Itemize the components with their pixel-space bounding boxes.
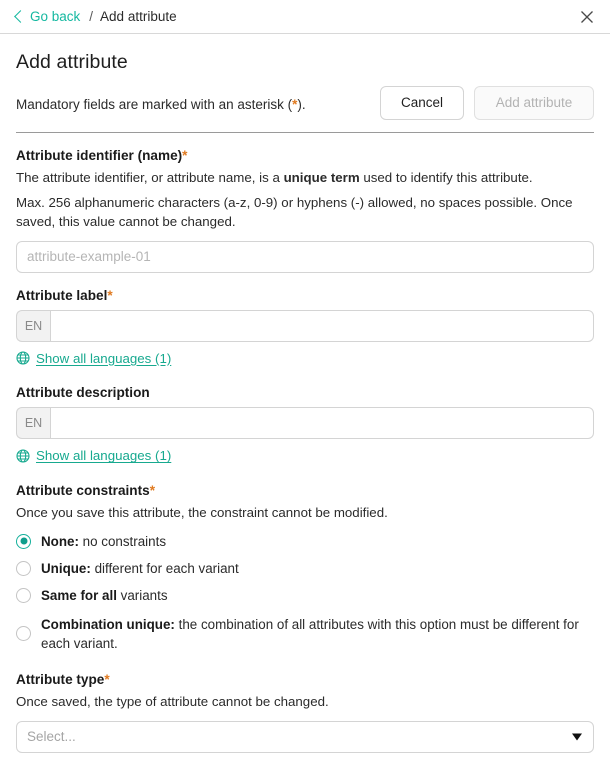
page-subheader-row bbox=[16, 86, 594, 120]
attribute-type-select-value: Select... bbox=[27, 729, 76, 745]
radio-label-strong: Same for all bbox=[41, 587, 117, 603]
label-text: Attribute label bbox=[16, 287, 108, 303]
radio-label-same-for-all bbox=[41, 586, 168, 605]
mandatory-note-pre: Mandatory fields are marked with an asterisk ( bbox=[16, 97, 293, 112]
radio-label-strong: Unique: bbox=[41, 560, 91, 576]
radio-label-combination-unique bbox=[41, 615, 594, 653]
field-help-identifier-2: Max. 256 alphanumeric characters (a-z, 0-9) or hyphens (-) allowed, no spaces possible. Once saved, this value cannot be changed. bbox=[16, 195, 573, 229]
mandatory-note-post: ). bbox=[297, 97, 306, 112]
page-title: Add attribute bbox=[16, 51, 128, 73]
breadcrumb-current: Add attribute bbox=[100, 9, 177, 24]
show-all-languages-label: Show all languages (1) bbox=[36, 448, 172, 464]
label-text: Attribute identifier (name) bbox=[16, 148, 183, 164]
radio-option-none[interactable] bbox=[16, 528, 594, 555]
field-label-attribute-identifier bbox=[16, 148, 594, 163]
mandatory-note-asterisk: * bbox=[292, 97, 298, 112]
close-icon[interactable] bbox=[576, 6, 598, 28]
field-help-constraints: Once you save this attribute, the constraint cannot be modified. bbox=[16, 504, 388, 520]
constraints-radio-group bbox=[16, 528, 594, 657]
help-bold: unique term bbox=[283, 170, 360, 186]
radio-label-rest: no constraints bbox=[78, 533, 167, 549]
attribute-label-input[interactable] bbox=[50, 310, 594, 342]
field-label-attribute-description bbox=[16, 385, 594, 400]
go-back-link[interactable] bbox=[16, 9, 80, 24]
radio-label-none bbox=[41, 532, 166, 551]
field-help-identifier-1 bbox=[16, 169, 594, 188]
field-label-attribute-label bbox=[16, 288, 594, 303]
add-attribute-page bbox=[0, 51, 610, 753]
radio-label-rest: variants bbox=[116, 587, 168, 603]
chevron-left-icon bbox=[14, 10, 27, 23]
locale-prefix-label: EN bbox=[16, 310, 50, 342]
field-help-type: Once saved, the type of attribute cannot be changed. bbox=[16, 693, 329, 709]
field-label-attribute-constraints bbox=[16, 483, 594, 498]
help-post: used to identify this attribute. bbox=[359, 170, 533, 186]
field-attribute-constraints bbox=[16, 483, 594, 657]
locale-prefix-description: EN bbox=[16, 407, 50, 439]
radio-label-strong: None: bbox=[41, 533, 79, 549]
field-attribute-description bbox=[16, 385, 594, 468]
required-asterisk: * bbox=[107, 287, 113, 303]
header-divider bbox=[16, 132, 594, 133]
show-all-languages-link-label[interactable] bbox=[16, 351, 171, 366]
radio-label-rest: the combination of all attributes with this option must be different for each variant. bbox=[41, 616, 579, 651]
page-actions bbox=[380, 86, 594, 120]
attribute-type-select-wrapper bbox=[16, 721, 594, 753]
attribute-type-select[interactable] bbox=[16, 721, 594, 753]
field-attribute-label bbox=[16, 288, 594, 371]
attribute-identifier-input[interactable] bbox=[16, 241, 594, 273]
field-attribute-identifier bbox=[16, 148, 594, 273]
help-pre: The attribute identifier, or attribute name, is a bbox=[16, 170, 284, 186]
show-all-languages-label: Show all languages (1) bbox=[36, 350, 172, 366]
attribute-description-input-group bbox=[16, 407, 594, 439]
cancel-button[interactable]: Cancel bbox=[380, 86, 464, 120]
globe-icon bbox=[16, 449, 30, 463]
radio-option-unique[interactable] bbox=[16, 555, 594, 582]
label-text: Attribute constraints bbox=[16, 482, 150, 498]
radio-indicator-same-for-all[interactable] bbox=[16, 588, 31, 603]
attribute-label-input-group bbox=[16, 310, 594, 342]
required-asterisk: * bbox=[182, 148, 188, 164]
field-label-attribute-type bbox=[16, 672, 594, 687]
radio-indicator-none[interactable] bbox=[16, 534, 31, 549]
show-all-languages-link-description[interactable] bbox=[16, 448, 171, 463]
radio-label-unique bbox=[41, 559, 239, 578]
attribute-description-input[interactable] bbox=[50, 407, 594, 439]
required-asterisk: * bbox=[104, 671, 110, 687]
go-back-label: Go back bbox=[30, 9, 81, 24]
radio-option-same-for-all[interactable] bbox=[16, 582, 594, 609]
breadcrumb-separator: / bbox=[89, 9, 94, 24]
radio-option-combination-unique[interactable] bbox=[16, 609, 594, 657]
radio-label-strong: Combination unique: bbox=[41, 616, 175, 632]
radio-indicator-unique[interactable] bbox=[16, 561, 31, 576]
label-text: Attribute type bbox=[16, 671, 105, 687]
required-asterisk: * bbox=[149, 482, 155, 498]
add-attribute-submit-button[interactable]: Add attribute bbox=[474, 86, 594, 120]
globe-icon bbox=[16, 351, 30, 365]
label-text: Attribute description bbox=[16, 385, 150, 401]
radio-label-rest: different for each variant bbox=[90, 560, 239, 576]
field-attribute-type bbox=[16, 672, 594, 753]
breadcrumb-bar bbox=[0, 0, 610, 34]
mandatory-fields-note bbox=[16, 86, 306, 112]
radio-indicator-combination-unique[interactable] bbox=[16, 626, 31, 641]
